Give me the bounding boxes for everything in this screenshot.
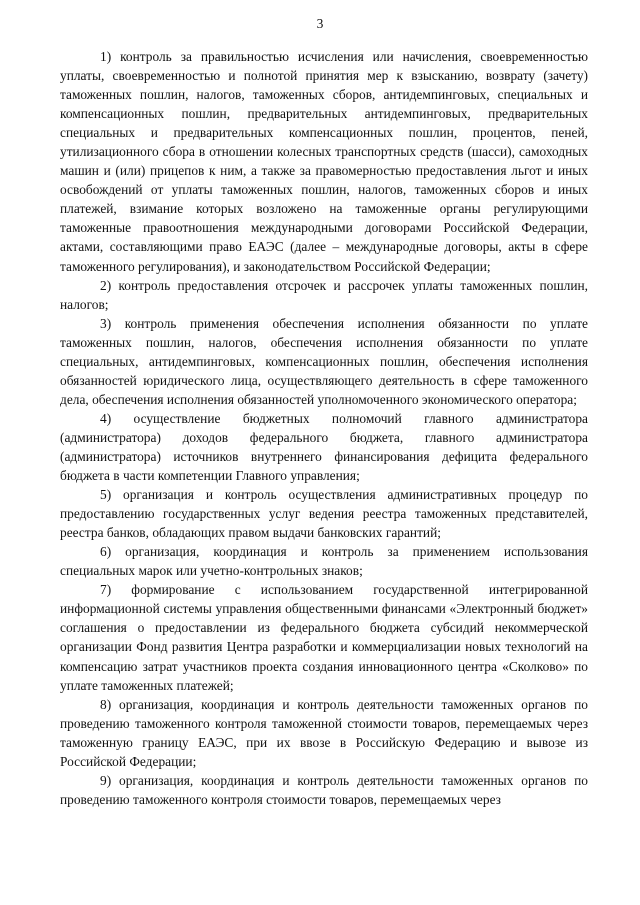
paragraph-3: 3) контроль применения обеспечения исполнения обязанности по уплате таможенных пошлин, налогов, обеспечения исполнения обязанности по уплате специальных, антидемпинговых, компенсационных пошлин, обеспечения исполнения обязанностей юридического лица, осуществляющего деятельность в сфере таможенного дела, обеспечения исполнения обязанностей уполномоченного экономического оператора; bbox=[60, 315, 588, 407]
paragraph-6: 6) организация, координация и контроль за применением использования специальных марок или учетно-контрольных знаков; bbox=[60, 544, 588, 579]
paragraph-7: 7) формирование с использованием государственной интегрированной информационной системы управления общественными финансами «Электронный бюджет» соглашения о предоставлении из федерального бюджета субсидий некоммерческой организации Фонд развития Центра разработки и коммерциализации новых технологий на компенсацию затрат участников проекта создания инновационного центра «Сколково» по уплате таможенных платежей; bbox=[60, 582, 588, 693]
paragraph-9: 9) организация, координация и контроль деятельности таможенных органов по проведению таможенного контроля стоимости товаров, перемещаемых через bbox=[60, 772, 588, 807]
document-body bbox=[60, 47, 588, 809]
paragraph-1: 1) контроль за правильностью исчисления или начисления, своевременностью уплаты, своевременностью и полнотой принятия мер к взысканию, возврату (зачету) таможенных пошлин, налогов, таможенных сборов, антидемпинговых, специальных и компенсационных пошлин, предварительных антидемпинговых, предварительных специальных и предварительных компенсационных пошлин, процентов, пеней, утилизационного сбора в отношении колесных транспортных средств (шасси), самоходных машин и (или) прицепов к ним, а также за правомерностью предоставления льгот и иных освобождений от уплаты таможенных пошлин, налогов, таможенных сборов и иных платежей, взимание которых возложено на таможенные органы регулирующими таможенные правоотношения международными договорами Российской Федерации, актами, составляющими право ЕАЭС (далее – международные договоры, акты в сфере таможенного регулирования), и законодательством Российской Федерации; bbox=[60, 49, 588, 274]
paragraph-8: 8) организация, координация и контроль деятельности таможенных органов по проведению таможенного контроля таможенной стоимости товаров, перемещаемых через таможенную границу ЕАЭС, при их ввозе в Российскую Федерацию и вывозе из Российской Федерации; bbox=[60, 696, 588, 769]
paragraph-4: 4) осуществление бюджетных полномочий главного администратора (администратора) доходов федерального бюджета, главного администратора (администратора) источников внутреннего финансирования дефицита федерального бюджета в части компетенции Главного управления; bbox=[60, 410, 588, 484]
paragraph-2: 2) контроль предоставления отсрочек и рассрочек уплаты таможенных пошлин, налогов; bbox=[60, 277, 588, 312]
paragraph-5: 5) организация и контроль осуществления административных процедур по предоставлению государственных услуг ведения реестра таможенных представителей, реестра банков, обладающих правом выдачи банковских гарантий; bbox=[60, 487, 588, 541]
page-number: 3 bbox=[316, 16, 324, 31]
